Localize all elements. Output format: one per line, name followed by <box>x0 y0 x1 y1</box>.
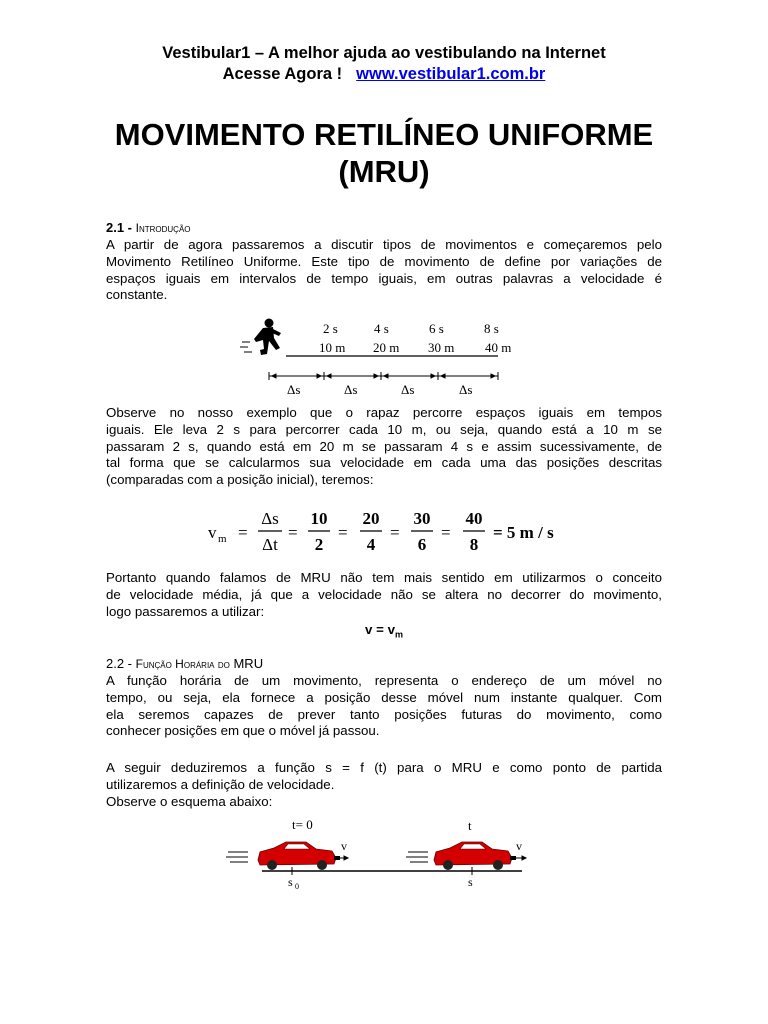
site-link[interactable]: www.vestibular1.com.br <box>356 65 546 83</box>
header-prefix: Acesse Agora ! <box>222 65 343 83</box>
header-line-2 <box>0 64 768 84</box>
text-line: A seguir deduziremos a função s = f (t) para o MRU e como ponto de partida <box>106 760 662 775</box>
time-label: 4 s <box>374 321 389 336</box>
text-line: espaços iguais em intervalos de tempo iguais, em outras palavras a velocidade é <box>106 270 662 286</box>
formula-lhs-sub: m <box>218 533 227 545</box>
text-line: tal forma que se calcularmos sua velocidade em cada uma das posições descritas <box>106 455 662 471</box>
car-icon <box>226 842 340 870</box>
fraction-denominator: 2 <box>314 535 324 554</box>
text-line: Portanto quando falamos de MRU não tem mais sentido em utilizarmos o conceito <box>106 570 662 585</box>
cars-figure <box>222 812 542 892</box>
section-1-heading <box>106 220 191 236</box>
distance-label: 40 m <box>485 340 512 355</box>
text-line: logo passaremos a utilizar: <box>106 603 265 619</box>
time-label: 6 s <box>429 321 444 336</box>
delta-s-label: Δs <box>287 382 301 397</box>
text-line: de velocidade média, já que a velocidade não se altera no decorrer do movimento, <box>106 586 662 602</box>
page-title: MOVIMENTO RETILÍNEO UNIFORME <box>114 117 654 152</box>
runner-icon <box>240 319 281 356</box>
fraction-numerator: 10 <box>310 509 328 528</box>
velocity-label: v <box>516 839 522 853</box>
formula-result: = 5 m / s <box>493 523 554 542</box>
fraction-numerator: 30 <box>413 509 431 528</box>
time-label: 2 s <box>323 321 338 336</box>
text-line: ela seremos capazes de prever tanto posições futuras do movimento, como <box>106 706 662 722</box>
distance-label: 30 m <box>428 340 455 355</box>
text-line: tempo, ou seja, ela fornece a posição desse móvel num instante qualquer. Com <box>106 689 662 705</box>
time-label: 8 s <box>484 321 499 336</box>
equals-sign: = <box>238 523 248 542</box>
page-title-sub: (MRU) <box>338 154 430 189</box>
equals-sign: = <box>441 523 451 542</box>
t-zero-label: t= 0 <box>292 817 313 832</box>
eq-main: v = v <box>365 622 395 637</box>
section-2-number: 2.2 - <box>106 656 136 671</box>
equals-sign: = <box>288 523 298 542</box>
fraction-denominator: 8 <box>469 535 479 554</box>
runner-figure <box>236 314 526 398</box>
t-label: t <box>468 818 472 833</box>
s-label: s <box>468 875 473 889</box>
fraction-denominator: 6 <box>417 535 427 554</box>
text-line: A partir de agora passaremos a discutir tipos de movimentos e começaremos pelo <box>106 237 662 252</box>
velocity-label: v <box>341 839 347 853</box>
fraction-numerator: Δs <box>261 509 279 528</box>
v-equals-vm <box>0 622 768 640</box>
paragraph-3 <box>106 570 662 620</box>
section-2-heading <box>106 656 263 672</box>
fraction-denominator: Δt <box>262 535 278 554</box>
paragraph-2 <box>106 405 662 489</box>
eq-sub: m <box>394 629 403 640</box>
text-line: conhecer posições em que o móvel já passou. <box>106 723 380 739</box>
velocity-formula <box>200 503 570 559</box>
text-line: iguais. Ele leva 2 s para percorrer cada 10 m, ou seja, quando está a 10 m se <box>106 421 662 437</box>
text-line: constante. <box>106 287 168 303</box>
s0-sub: 0 <box>295 882 299 891</box>
section-1-title: Introdução <box>135 221 191 235</box>
equals-sign: = <box>390 523 400 542</box>
header-line-1: Vestibular1 – A melhor ajuda ao vestibulando na Internet <box>162 44 606 62</box>
delta-s-label: Δs <box>344 382 358 397</box>
car-icon <box>406 842 516 870</box>
section-2-title: Função Horária do <box>135 657 230 671</box>
section-1-number: 2.1 - <box>106 220 136 235</box>
fraction-numerator: 20 <box>362 509 380 528</box>
s0-label: s <box>288 875 293 889</box>
text-line: Observe o esquema abaixo: <box>106 793 273 809</box>
formula-lhs: v <box>208 523 217 542</box>
text-line: Observe no nosso exemplo que o rapaz percorre espaços iguais em tempos <box>106 405 662 420</box>
delta-s-label: Δs <box>459 382 473 397</box>
text-line: (comparadas com a posição inicial), teremos: <box>106 472 374 488</box>
paragraph-4 <box>106 760 662 810</box>
delta-axis <box>269 372 498 380</box>
distance-label: 10 m <box>319 340 346 355</box>
text-line: Movimento Retilíneo Uniforme. Este tipo de movimento de define por variações de <box>106 253 662 269</box>
section-2-title-tail: MRU <box>229 656 264 671</box>
fraction-numerator: 40 <box>465 509 483 528</box>
section-1-paragraph <box>106 237 662 304</box>
delta-s-label: Δs <box>401 382 415 397</box>
equals-sign: = <box>338 523 348 542</box>
fraction-denominator: 4 <box>366 535 376 554</box>
text-line: utilizaremos a definição de velocidade. <box>106 776 335 792</box>
text-line: passaram 2 s, quando está em 20 m se passaram 4 s e assim sucessivamente, de <box>106 438 662 454</box>
distance-label: 20 m <box>373 340 400 355</box>
text-line: A função horária de um movimento, representa o endereço de um móvel no <box>106 673 662 688</box>
section-2-paragraph <box>106 673 662 740</box>
